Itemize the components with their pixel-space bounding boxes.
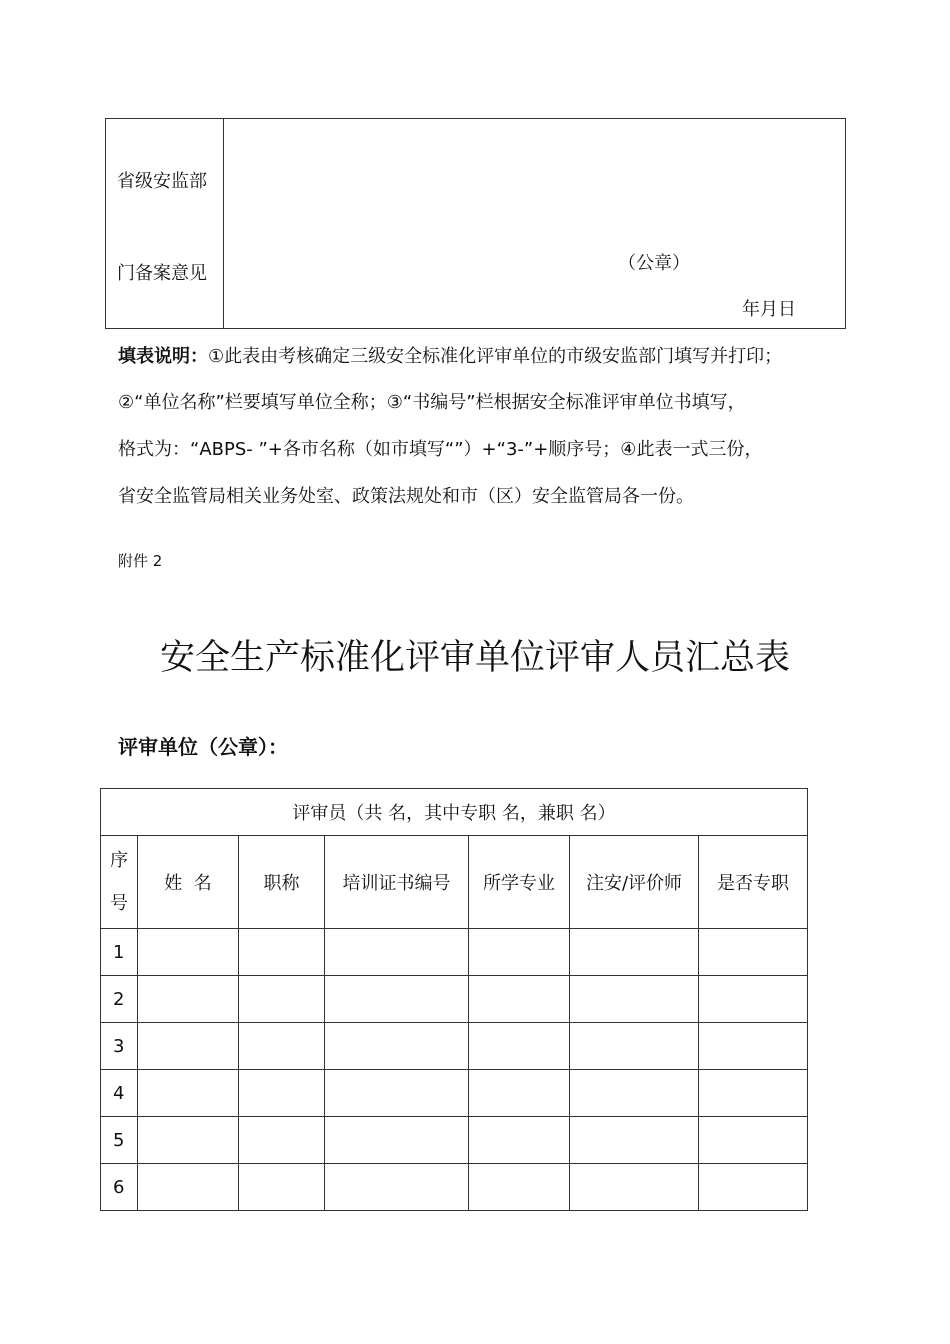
approval-box bbox=[105, 118, 846, 329]
cell-major[interactable] bbox=[469, 1023, 570, 1070]
cell-safety-engineer[interactable] bbox=[570, 1117, 699, 1164]
row-index: 6 bbox=[101, 1164, 138, 1211]
note-line-1 bbox=[118, 342, 782, 368]
cell-major[interactable] bbox=[469, 929, 570, 976]
cell-title[interactable] bbox=[239, 1117, 325, 1164]
col-header-index-bottom: 号 bbox=[110, 893, 128, 914]
row-index: 2 bbox=[101, 976, 138, 1023]
cell-major[interactable] bbox=[469, 976, 570, 1023]
row-index: 3 bbox=[101, 1023, 138, 1070]
cell-title[interactable] bbox=[239, 1023, 325, 1070]
approval-divider bbox=[223, 119, 224, 328]
cell-full-time[interactable] bbox=[699, 1023, 808, 1070]
note-line-3: 格式为：“ABPS- ”+各市名称（如市填写“”）+“3-”+顺序号；④此表一式三份， bbox=[118, 439, 763, 460]
cell-full-time[interactable] bbox=[699, 1164, 808, 1211]
table-header-row bbox=[101, 836, 808, 929]
col-header-index-top: 序 bbox=[110, 850, 128, 871]
cell-title[interactable] bbox=[239, 929, 325, 976]
cell-title[interactable] bbox=[239, 976, 325, 1023]
cell-safety-engineer[interactable] bbox=[570, 1164, 699, 1211]
col-header-cert-no: 培训证书编号 bbox=[325, 836, 469, 929]
table-row bbox=[101, 976, 808, 1023]
cell-cert-no[interactable] bbox=[325, 929, 469, 976]
cell-safety-engineer[interactable] bbox=[570, 1070, 699, 1117]
approval-label-line1: 省级安监部 bbox=[117, 171, 207, 192]
note-line-4: 省安全监管局相关业务处室、政策法规处和市（区）安全监管局各一份。 bbox=[118, 486, 694, 507]
page-title: 安全生产标准化评审单位评审人员汇总表 bbox=[159, 638, 790, 678]
col-header-index bbox=[101, 836, 138, 929]
table-row bbox=[101, 929, 808, 976]
cell-major[interactable] bbox=[469, 1164, 570, 1211]
cell-safety-engineer[interactable] bbox=[570, 976, 699, 1023]
cell-major[interactable] bbox=[469, 1070, 570, 1117]
cell-cert-no[interactable] bbox=[325, 1070, 469, 1117]
col-header-major: 所学专业 bbox=[469, 836, 570, 929]
table-row bbox=[101, 1117, 808, 1164]
col-header-full-time: 是否专职 bbox=[699, 836, 808, 929]
cell-title[interactable] bbox=[239, 1164, 325, 1211]
table-row bbox=[101, 1070, 808, 1117]
table-row bbox=[101, 1164, 808, 1211]
note-lead: 填表说明： bbox=[118, 346, 208, 367]
cell-title[interactable] bbox=[239, 1070, 325, 1117]
cell-name[interactable] bbox=[138, 1117, 239, 1164]
cell-name[interactable] bbox=[138, 929, 239, 976]
cell-safety-engineer[interactable] bbox=[570, 929, 699, 976]
attachment-label: 附件 2 bbox=[118, 552, 163, 570]
col-header-name: 姓 名 bbox=[138, 836, 239, 929]
approval-seal: （公章） bbox=[618, 253, 690, 274]
col-header-title: 职称 bbox=[239, 836, 325, 929]
table-row bbox=[101, 1023, 808, 1070]
row-index: 4 bbox=[101, 1070, 138, 1117]
row-index: 5 bbox=[101, 1117, 138, 1164]
cell-full-time[interactable] bbox=[699, 976, 808, 1023]
note-line-2: ②“单位名称”栏要填写单位全称；③“书编号”栏根据安全标准评审单位书填写， bbox=[118, 392, 746, 413]
approval-date: 年月日 bbox=[742, 299, 796, 320]
cell-name[interactable] bbox=[138, 1070, 239, 1117]
reviewer-table bbox=[100, 788, 808, 1211]
cell-full-time[interactable] bbox=[699, 929, 808, 976]
cell-major[interactable] bbox=[469, 1117, 570, 1164]
table-caption-row bbox=[101, 789, 808, 836]
cell-cert-no[interactable] bbox=[325, 1023, 469, 1070]
cell-cert-no[interactable] bbox=[325, 1117, 469, 1164]
cell-cert-no[interactable] bbox=[325, 976, 469, 1023]
cell-cert-no[interactable] bbox=[325, 1164, 469, 1211]
cell-safety-engineer[interactable] bbox=[570, 1023, 699, 1070]
col-header-safety-engineer: 注安/评价师 bbox=[570, 836, 699, 929]
row-index: 1 bbox=[101, 929, 138, 976]
cell-name[interactable] bbox=[138, 1164, 239, 1211]
note-line-1-text: ①此表由考核确定三级安全标准化评审单位的市级安监部门填写并打印； bbox=[208, 346, 783, 367]
approval-label-line2: 门备案意见 bbox=[117, 263, 207, 284]
cell-full-time[interactable] bbox=[699, 1070, 808, 1117]
cell-full-time[interactable] bbox=[699, 1117, 808, 1164]
cell-name[interactable] bbox=[138, 1023, 239, 1070]
table-caption: 评审员（共 名，其中专职 名，兼职 名） bbox=[101, 789, 808, 836]
cell-name[interactable] bbox=[138, 976, 239, 1023]
review-unit-label: 评审单位（公章）： bbox=[118, 735, 288, 759]
